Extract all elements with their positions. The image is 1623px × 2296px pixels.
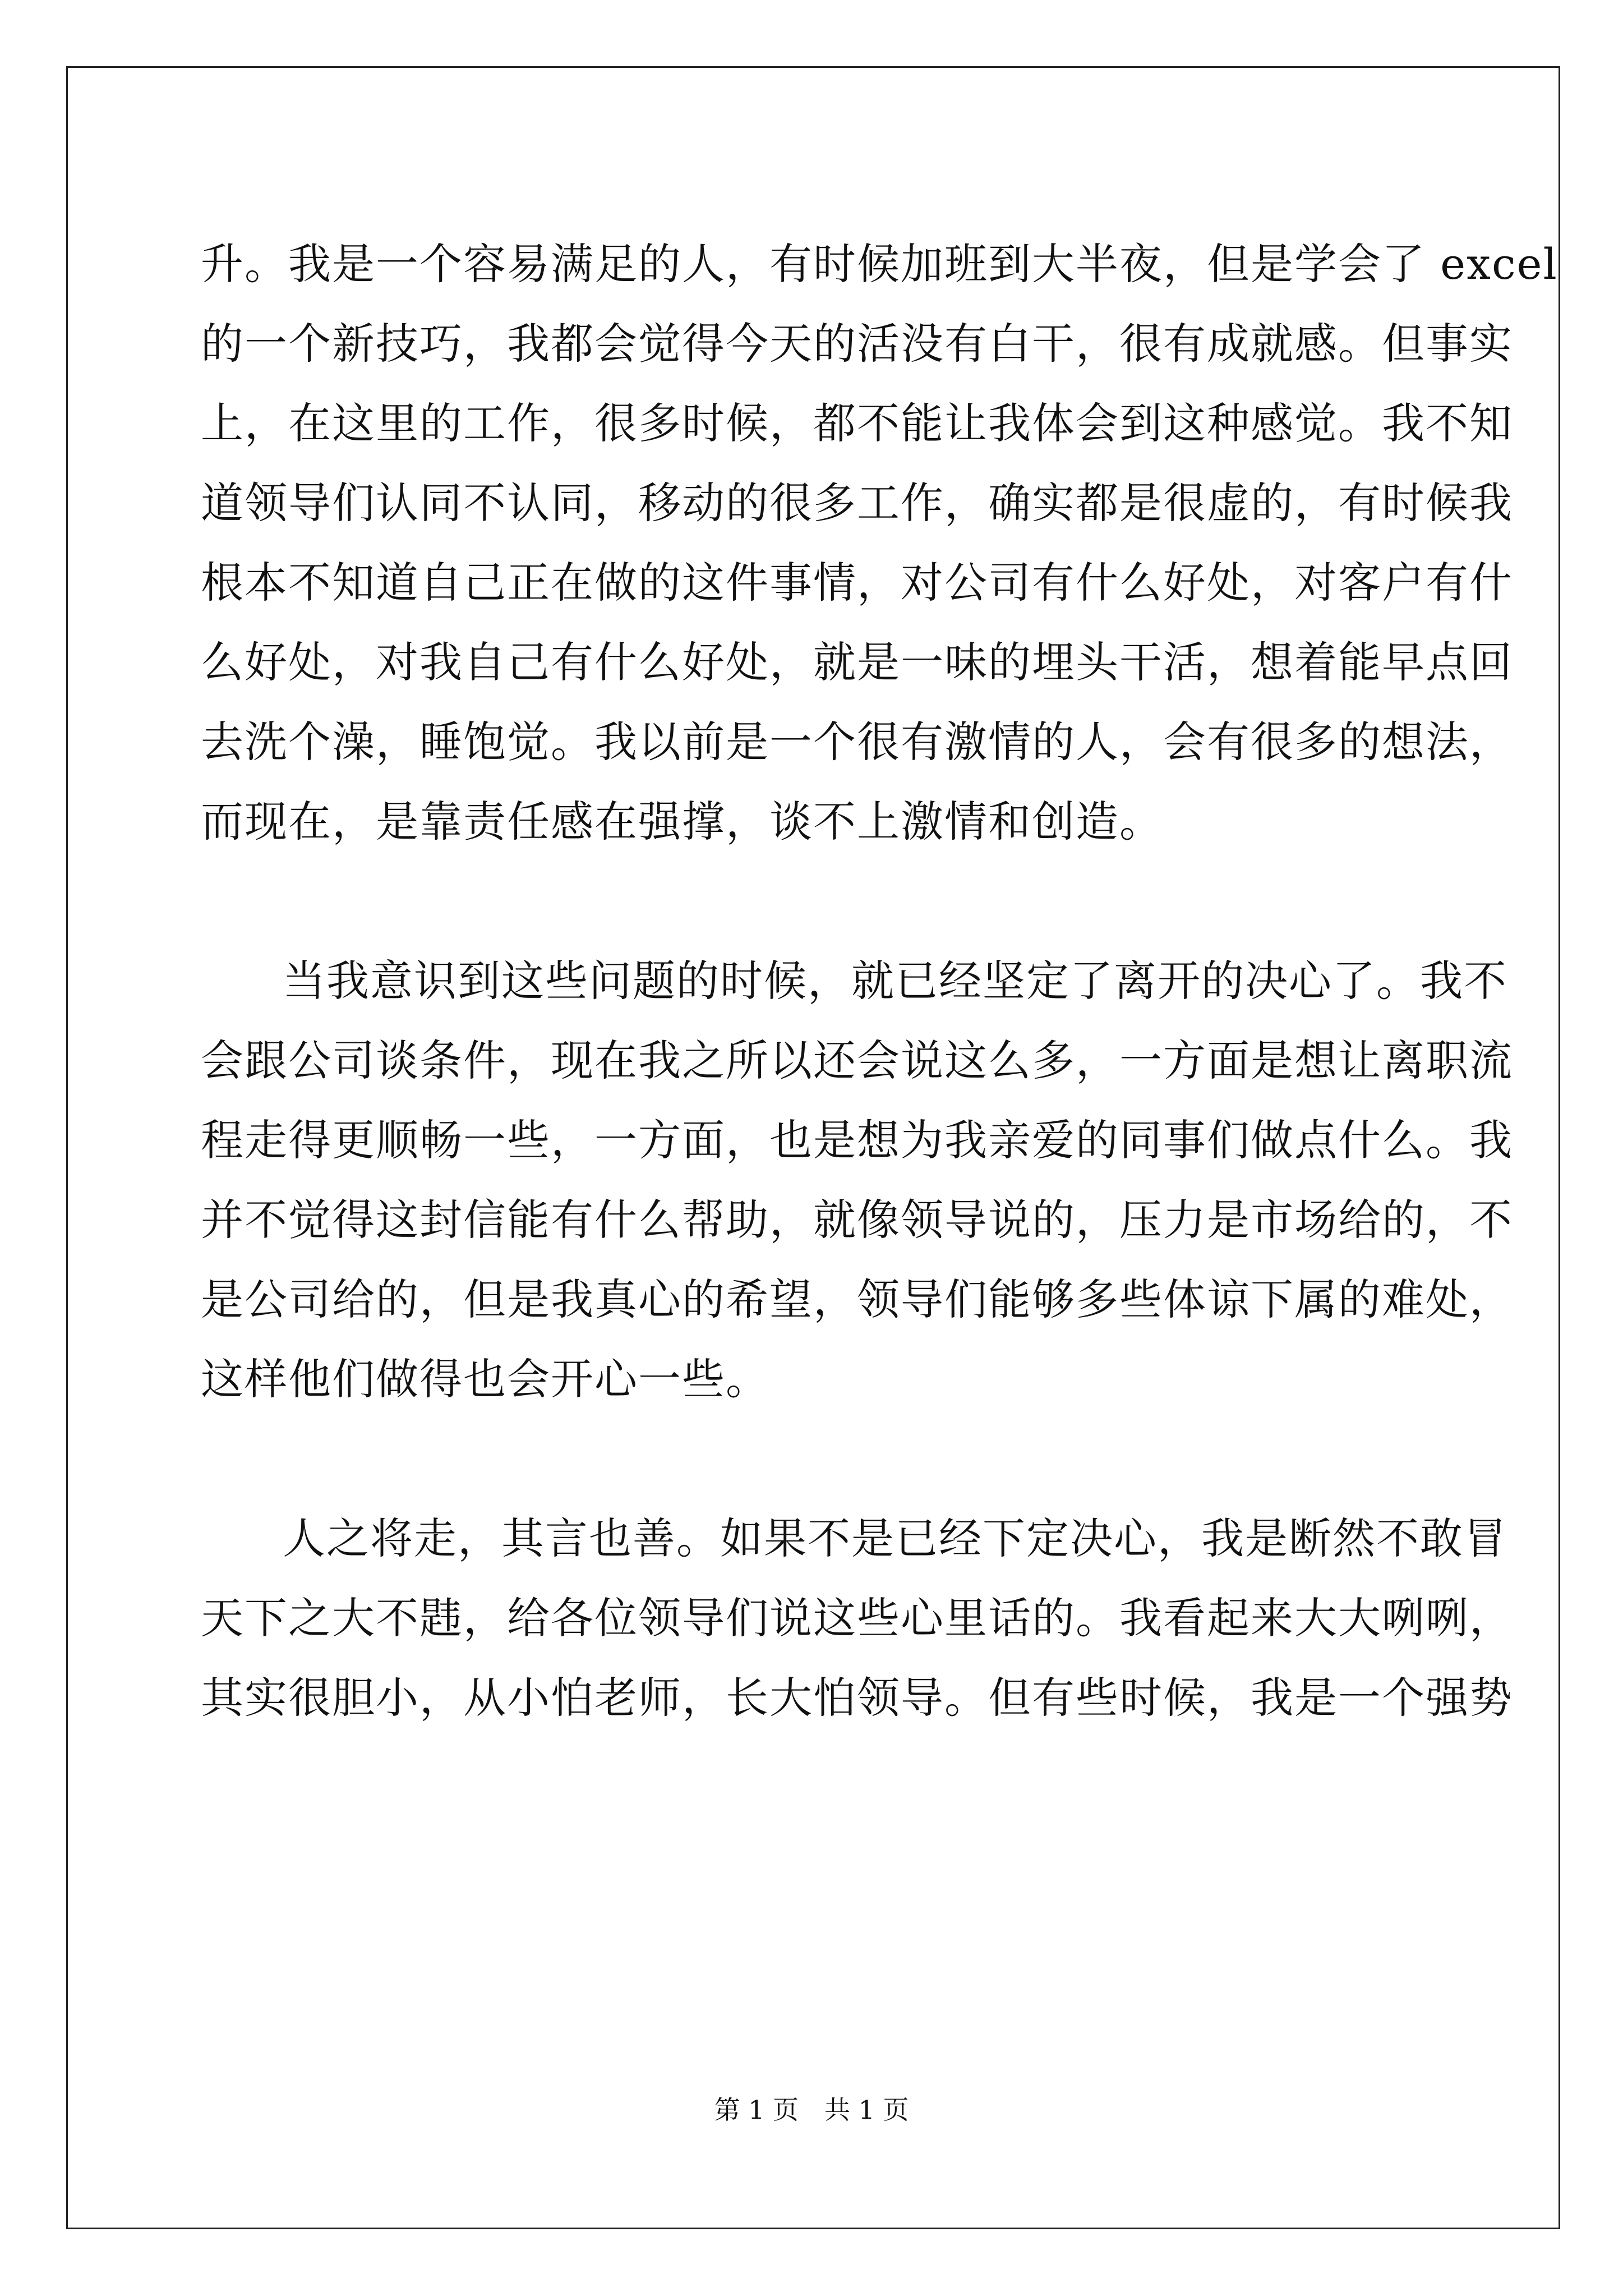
text-line: 并不觉得这封信能有什么帮助，就像领导说的，压力是市场给的，不 bbox=[201, 1195, 1513, 1245]
text-line: 程走得更顺畅一些，一方面，也是想为我亲爱的同事们做点什么。我 bbox=[201, 1115, 1513, 1165]
text-line: 人之将走，其言也善。如果不是已经下定决心，我是断然不敢冒 bbox=[283, 1513, 1507, 1563]
paragraph-gap bbox=[201, 862, 1429, 941]
text-line: 道领导们认同不认同，移动的很多工作，确实都是很虚的，有时候我 bbox=[201, 478, 1513, 528]
text-line: 当我意识到这些问题的时候，就已经坚定了离开的决心了。我不 bbox=[283, 956, 1507, 1006]
text-line: 会跟公司谈条件，现在我之所以还会说这么多，一方面是想让离职流 bbox=[201, 1036, 1513, 1085]
text-line: 的一个新技巧，我都会觉得今天的活没有白干，很有成就感。但事实 bbox=[201, 319, 1513, 369]
text-line: 这样他们做得也会开心一些。 bbox=[201, 1354, 769, 1404]
text-line: 升。我是一个容易满足的人，有时候加班到大半夜，但是学会了 excel bbox=[201, 239, 1558, 289]
text-line: 去洗个澡，睡饱觉。我以前是一个很有激情的人，会有很多的想法， bbox=[201, 717, 1513, 767]
paragraph-gap bbox=[201, 1419, 1429, 1499]
text-line: 根本不知道自己正在做的这件事情，对公司有什么好处，对客户有什 bbox=[201, 558, 1513, 608]
text-line: 其实很胆小，从小怕老师，长大怕领导。但有些时候，我是一个强势 bbox=[201, 1673, 1513, 1723]
text-line: 而现在，是靠责任感在强撑，谈不上激情和创造。 bbox=[201, 797, 1163, 846]
document-body bbox=[201, 224, 1558, 1738]
page-number-footer: 第 1 页 共 1 页 bbox=[714, 2095, 909, 2125]
text-line: 是公司给的，但是我真心的希望，领导们能够多些体谅下属的难处， bbox=[201, 1274, 1513, 1324]
text-line: 上，在这里的工作，很多时候，都不能让我体会到这种感觉。我不知 bbox=[201, 398, 1513, 448]
text-line: 天下之大不韪，给各位领导们说这些心里话的。我看起来大大咧咧， bbox=[201, 1593, 1513, 1643]
text-line: 么好处，对我自己有什么好处，就是一味的埋头干活，想着能早点回 bbox=[201, 637, 1513, 687]
